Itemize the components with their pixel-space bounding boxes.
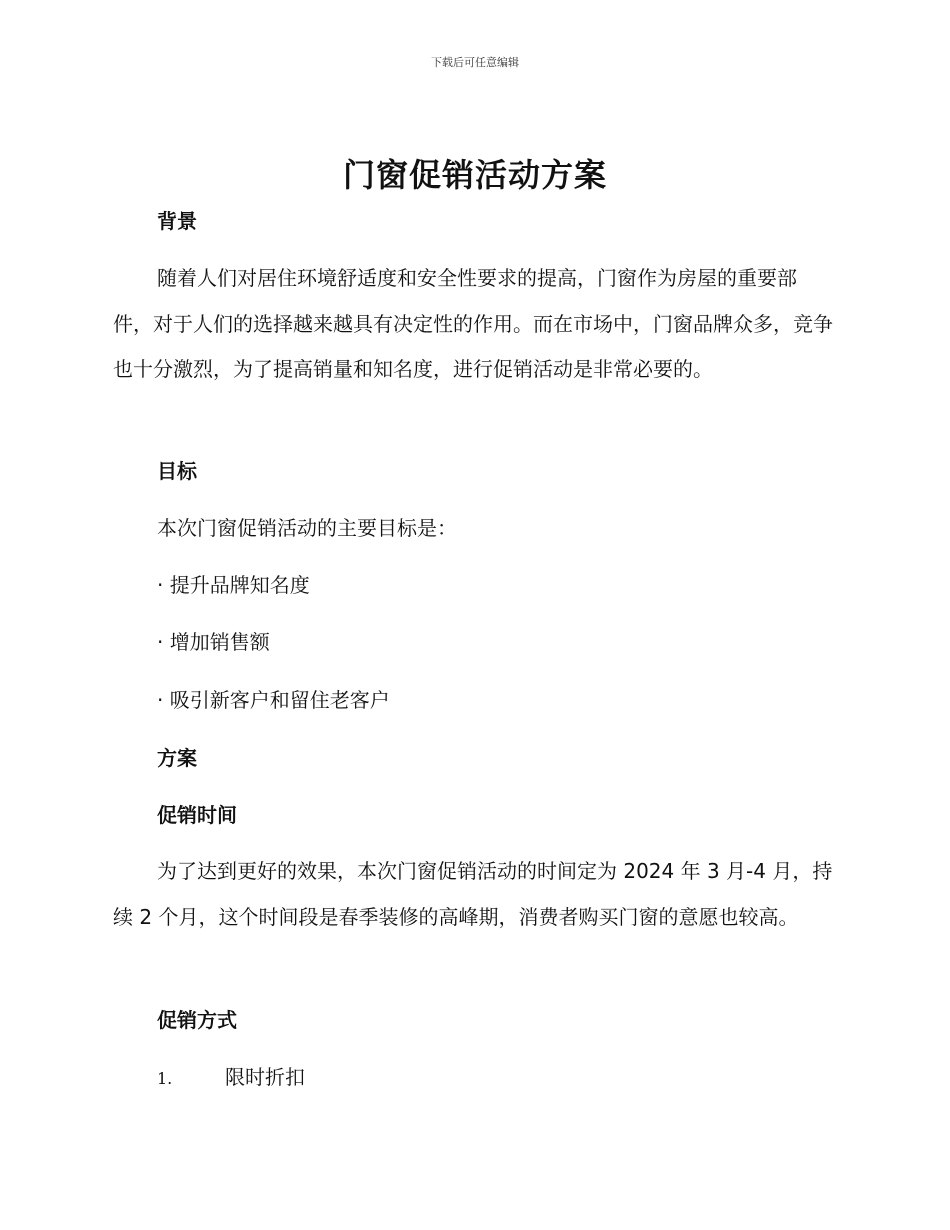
- section-heading-plan: 方案: [157, 746, 197, 770]
- section-heading-background: 背景: [157, 209, 197, 233]
- goal-item-3: · 吸引新客户和留住老客户: [157, 688, 390, 712]
- page-header-note: 下载后可任意编辑: [431, 56, 519, 69]
- goal-item-2: · 增加销售额: [157, 630, 270, 654]
- subheading-promotion-methods: 促销方式: [157, 1008, 237, 1032]
- method-item-1-number: 1.: [157, 1069, 173, 1088]
- promotion-time-paragraph: 为了达到更好的效果，本次门窗促销活动的时间定为 2024 年 3 月-4 月，持续 2 个月，这个时间段是春季装修的高峰期，消费者购买门窗的意愿也较高。: [113, 859, 833, 929]
- subheading-promotion-time: 促销时间: [157, 803, 237, 827]
- goals-intro: 本次门窗促销活动的主要目标是：: [157, 516, 457, 540]
- section-heading-goals: 目标: [157, 459, 197, 483]
- goal-item-1: · 提升品牌知名度: [157, 573, 310, 597]
- background-paragraph: 随着人们对居住环境舒适度和安全性要求的提高，门窗作为房屋的重要部件，对于人们的选择越来越具有决定性的作用。而在市场中，门窗品牌众多，竞争也十分激烈，为了提高销量和知名度，进行促销活动是非常必要的。: [113, 266, 833, 381]
- document-title: 门窗促销活动方案: [342, 156, 607, 194]
- method-item-1-text: 限时折扣: [225, 1065, 305, 1089]
